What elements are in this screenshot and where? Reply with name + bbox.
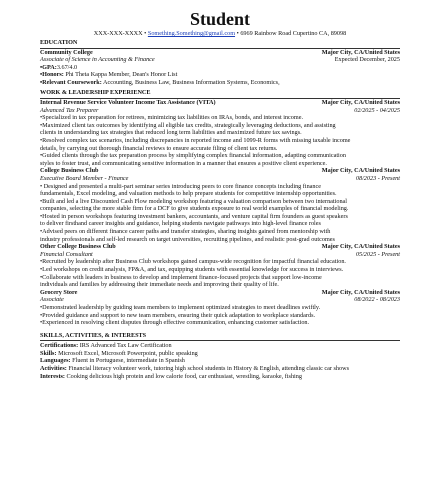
coursework-value: Accounting, Business Law, Business Information Systems, Economics, — [101, 78, 280, 86]
bullet-line: •Guided clients through the tax preparation process by simplifying complex financial information, adapting communication — [40, 152, 346, 160]
experience-org-row — [40, 167, 400, 175]
role-dates: 02/2025 - 04/2025 — [354, 106, 400, 114]
education-degree-row — [40, 56, 400, 64]
experience-role-row — [40, 107, 400, 115]
skills-value: Cooking delicious high protein and low calorie food, car enthusiast, wrestling, karaoke, fishing — [64, 372, 302, 380]
skills-line — [40, 357, 400, 365]
skills-list — [40, 342, 400, 380]
gpa-line — [40, 64, 400, 72]
skills-label: Activities: — [40, 365, 67, 373]
skills-label: Certifications: — [40, 342, 79, 350]
contact-separator: • — [142, 30, 148, 37]
skills-line — [40, 350, 400, 358]
bullet-line: industry professionals and self-led research on target universities, recruiting pipelines, and realistic post-grad outcomes — [40, 235, 335, 243]
school-name: Community College — [40, 48, 93, 56]
skills-label: Skills: — [40, 349, 57, 357]
role-dates: 08/2022 - 08/2023 — [354, 296, 400, 304]
organization-name: Grocery Store — [40, 288, 78, 296]
honors-line — [40, 71, 400, 79]
role-dates: 08/2023 - Present — [355, 174, 400, 182]
bullet-line: •Provided guidance and support to new team members, ensuring their quick adaptation to workplace standards. — [40, 311, 316, 319]
honors-label: •Honors: — [40, 71, 64, 79]
skills-label: Interests: — [40, 372, 65, 380]
gpa-value: 3.67/4.0 — [56, 63, 78, 71]
bullet-line: clients in understanding tax strategies that reduced long term liabilities and maximized future tax savings. — [40, 129, 302, 137]
bullet-line: details, by carrying out thorough financial reviews to ensure accurate filing of client tax returns. — [40, 144, 278, 152]
skills-value: Financial literacy volunteer work, tutoring high school students in History & English, attending classic car shows — [66, 365, 349, 373]
degree: Associate of Science in Accounting & Finance — [40, 56, 155, 64]
role-title: Associate — [40, 296, 64, 304]
experience-entry — [40, 99, 400, 167]
graduation-date: Expected December, 2025 — [334, 56, 400, 64]
bullet-line: •Maximized client tax outcomes by identifying all eligible tax credits, strategically leveraging deductions, and assisting — [40, 121, 336, 129]
experience-role-row — [40, 296, 400, 304]
experience-entry — [40, 243, 400, 289]
coursework-line — [40, 79, 400, 87]
bullet-line: •Experienced in resolving client disputes through effective communication, enhancing customer satisfaction. — [40, 319, 310, 327]
bullet-line: individuals and families by addressing their immediate needs and improving their quality of life. — [40, 281, 279, 289]
bullet-line: • Designed and presented a multi-part seminar series introducing peers to core finance concepts including finance — [40, 182, 322, 190]
mailing-address: 6969 Rainbow Road Cupertino CA, 89098 — [240, 30, 347, 37]
skills-line — [40, 342, 400, 350]
bullet-line: styles to foster trust, and communicating sensitive information in a manner that ensures a positive client experience. — [40, 159, 327, 167]
bullet-line: •Resolved complex tax scenarios, including discrepancies in reported income and 1099-R forms with missing taxable income — [40, 136, 351, 144]
organization-name: Other College Business Club — [40, 243, 116, 251]
bullet-line: •Advised peers on different finance career paths and transfer strategies, sharing insights gained from mentorship with — [40, 228, 331, 236]
bullet-line: •Demonstrated leadership by guiding team members to implement optimized strategies to meet deadlines swiftly. — [40, 304, 321, 311]
skills-label: Languages: — [40, 357, 71, 365]
skills-line — [40, 373, 400, 381]
bullet-line: to deliver firsthand career insights and guidance, helping students navigate pathways into high-level finance roles — [40, 220, 321, 228]
organization-location: Major City, CA/United States — [321, 98, 400, 106]
role-title: Advanced Tax Preparer — [40, 106, 99, 114]
role-dates: 05/2025 - Present — [355, 250, 400, 258]
role-title: Executive Board Member - Finance — [40, 174, 129, 182]
experience-list — [40, 99, 400, 327]
organization-location: Major City, CA/United States — [321, 167, 400, 175]
bullet-line: •Collaborate with leaders in business to develop and implement finance-focused projects that support low-income — [40, 273, 322, 281]
contact-separator: • — [235, 30, 241, 37]
bullet-line: fundamentals, Excel modeling, and valuation methods to help prepare students for competitive internship opportunities. — [40, 190, 337, 198]
education-heading: EDUCATION — [40, 39, 400, 49]
school-location: Major City, CA/United States — [321, 48, 400, 56]
contact-line — [40, 29, 400, 38]
phone-number: XXX-XXX-XXXX — [93, 30, 143, 37]
coursework-label: •Relevant Coursework: — [40, 78, 102, 86]
experience-role-row — [40, 251, 400, 259]
skills-value: Microsoft Excel, Microsoft Powerpoint, public speaking — [56, 349, 198, 357]
experience-org-row — [40, 289, 400, 297]
organization-location: Major City, CA/United States — [321, 243, 400, 251]
bullet-line: •Built and led a live Discounted Cash Flow modeling workshop featuring a valuation comparison between two international — [40, 197, 348, 205]
email-link[interactable]: Something.Something@gmail.com — [147, 30, 236, 37]
organization-location: Major City, CA/United States — [321, 288, 400, 296]
experience-heading: WORK & LEADERSHIP EXPERIENCE — [40, 89, 400, 99]
gpa-label: •GPA: — [40, 63, 57, 71]
bullet-line: •Hosted in person workshops featuring investment bankers, accountants, and venture capital firm founders as guest speakers — [40, 212, 348, 220]
bullet-line: companies, selecting the more stable firm for a DCF to give students exposure to real world examples of financial modeling. — [40, 205, 349, 213]
honors-value: Phi Theta Kappa Member, Dean's Honor List — [63, 71, 178, 79]
role-title: Financial Consultant — [40, 250, 93, 258]
bullet-line: •Led workshops on credit analysis, FP&A, and tax, equipping students with essential knowledge for success in interviews. — [40, 266, 344, 274]
candidate-name: Student — [189, 9, 251, 29]
skills-line — [40, 365, 400, 373]
skills-value: Fluent in Portuguese, intermediate in Spanish — [70, 357, 185, 365]
experience-org-row — [40, 99, 400, 107]
organization-name: College Business Club — [40, 167, 99, 175]
organization-name: Internal Revenue Service Volunteer Income Tax Assistance (VITA) — [40, 98, 216, 106]
experience-entry — [40, 167, 400, 243]
skills-heading: SKILLS, ACTIVITIES, & INTERESTS — [40, 332, 400, 342]
experience-role-row — [40, 175, 400, 183]
experience-entry — [40, 289, 400, 327]
skills-value: IRS Advanced Tax Law Certification — [78, 342, 172, 350]
bullet-line: •Recruited by leadership after Business Club workshops gained campus-wide recognition for impactful financial education. — [40, 258, 346, 266]
education-school-row — [40, 49, 400, 57]
experience-org-row — [40, 243, 400, 251]
bullet-line: •Specialized in tax preparation for retirees, minimizing tax liabilities on IRAs, bonds, and interest income. — [40, 114, 304, 122]
